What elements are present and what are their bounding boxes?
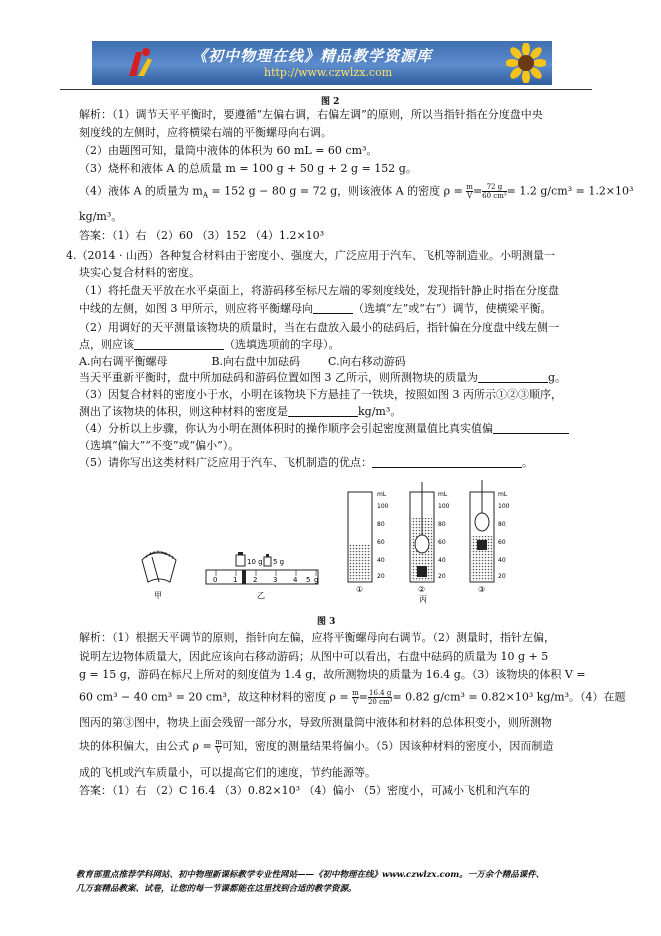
equals-sign: = [472,184,483,198]
header-title: 《初中物理在线》精品教学资源库 [192,47,433,65]
a1-line-4: （3）烧杯和液体 A 的总质量 m = 100 g + 50 g + 2 g = 152 g。 [79,162,417,175]
a1-line-5-part-b: = 152 g − 80 g = 72 g，则该液体 A 的密度 ρ = [207,184,463,198]
a2-line-2: 说明左边物体质量大，因此应该向右移动游码；从图中可以看出，右盘中砝码的质量为 10 g + 5 [79,650,549,663]
a2-line-4 [79,689,625,706]
a2-line-3: g = 15 g，游码在标尺上所对的刻度值为 1.4 g，故所测物块的质量为 16.4 g。（3）该物块的体积 V = [79,668,586,681]
ml-label: mL [438,491,448,498]
tick-label: 3 [273,576,278,584]
fig2-caption: 图 2 [321,97,340,107]
site-logo-icon [126,46,154,80]
scale-label: 20 [498,573,506,580]
frac-den: 60 cm³ [482,192,507,200]
tick-label: 0 [213,576,218,584]
weight-5g-label: 5 g [273,558,285,566]
balance-dial [142,550,176,582]
option-b: B.向右盘中加砝码 [211,355,301,368]
tick-label: 5 [306,576,311,584]
q4-line-13 [79,456,533,470]
scale-label: 60 [377,539,385,546]
frac-den: V [352,698,358,706]
frac-num: m [466,183,473,191]
answer-blank-5[interactable] [493,422,569,434]
option-c: C.向右移动游码 [328,355,406,368]
formula-m-over-v [215,738,222,755]
formula-numeric [368,689,393,706]
q4-line-13-part-b: 。 [522,456,533,469]
a2-line-6-part-a: 块的体积偏大，由公式 ρ = [79,739,212,753]
q4-line-1: 4.（2014 · 山西）各种复合材料由于密度小、强度大，广泛应用于汽车、飞机等制造业。小明测量一 [66,249,555,262]
a2-line-6 [79,738,553,755]
tick-label: 2 [253,576,258,584]
tick-label: 4 [293,576,298,584]
scale-label: 40 [438,557,446,564]
weight-10g-label: 10 g [247,558,263,566]
sunflower-icon [506,43,546,83]
cylinder-3-label: ③ [478,585,486,594]
frac-num: 16.4 g [369,689,392,697]
a1-line-3: （2）由题图可知，量筒中液体的体积为 60 mL = 60 cm³。 [79,144,378,157]
cylinder-1-label: ① [356,585,364,594]
q4-line-6-part-a: 点，则应该 [79,338,134,351]
formula-numeric [482,183,507,200]
scale-label: 100 [438,503,450,510]
scale-label: 100 [498,503,510,510]
scale-label: 20 [438,573,446,580]
q4-line-4 [79,302,552,316]
frac-den: V [215,747,222,755]
q4-line-10-part-b: kg/m³。 [358,405,402,418]
a2-line-4-part-b: = 0.82 g/cm³ = 0.82×10³ kg/m³。（4）在题 [392,690,626,704]
figure-3 [130,478,550,606]
q4-options [79,355,406,369]
header-banner [92,41,552,85]
cylinder-2-label: ② [418,585,426,594]
q4-line-9: （3）因复合材料的密度小于水，小明在该物块下方悬挂了一铁块，按照如图 3 丙所示①②③顺序， [79,388,562,401]
scale-label: 40 [377,557,385,564]
formula-m-over-v [352,689,359,706]
cylinder-1 [348,492,372,582]
fig3-caption: 图 3 [317,617,336,627]
q4-line-10 [79,405,401,419]
q4-line-3: （1）将托盘天平放在水平桌面上，将游码移至标尺左端的零刻度线处，发现指针静止时指在分度盘 [79,284,559,297]
a1-line-5-part-a: （4）液体 A 的质量为 m [79,184,203,198]
q4-line-12: （选填“偏大”“不变”或“偏小”）。 [79,439,240,452]
q4-line-13-part-a: （5）请你写出这类材料广泛应用于汽车、飞机制造的优点： [79,456,372,469]
a2-line-5: 图丙的第③图中，物块上面会残留一部分水，导致所测量筒中液体和材料的总体积变小，则所测物 [79,716,552,729]
scale-label: 100 [377,503,389,510]
a2-line-1: 解析：（1）根据天平调节的原则，指针向左偏，应将平衡螺母向右调节。（2）测量时，指针左偏， [79,631,555,644]
label-yi: 乙 [257,591,265,600]
equals-sign: = [358,690,368,704]
q4-line-11-text: （4）分析以上步骤，你认为小明在测体积时的操作顺序会引起密度测量值比真实值偏 [79,422,493,435]
answer-blank-4[interactable] [288,405,358,417]
scale-label: 80 [498,521,506,528]
q4-line-8-part-b: g。 [548,371,567,384]
q4-line-8 [79,371,566,385]
a1-line-1: 解析：（1）调节天平平衡时，要遵循“左偏右调，右偏左调”的原则，所以当指针指在分度盘中央 [79,108,543,121]
answer-blank-6[interactable] [372,456,522,468]
scale-label: 80 [438,521,446,528]
weights [236,552,284,566]
scale-label: 60 [498,539,506,546]
footer-line-2: 几万套精品教案、试卷，让您的每一节课都能在这里找到合适的教学资源。 [76,884,357,894]
a1-line-5 [79,183,633,203]
cylinder-3 [470,480,494,582]
rider [242,570,246,584]
q4-line-4-part-b: （选填“左”或“右”）调节，使横梁平衡。 [353,302,552,315]
ml-label: mL [498,491,508,498]
rider-scale [206,570,318,584]
a1-line-5-part-c: = 1.2 g/cm³ = 1.2×10³ [506,184,634,198]
a2-answer: 答案：（1）右 （2）C 16.4 （3）0.82×10³ （4）偏小 （5）密度小，可减小飞机和汽车的 [79,784,530,797]
a1-line-2: 刻度线的左侧时，应将横梁右端的平衡螺母向右调。 [79,126,332,139]
a1-line-6: kg/m³。 [79,210,123,223]
scale-label: 20 [377,573,385,580]
q4-line-10-part-a: 测出了该物块的体积，则这种材料的密度是 [79,405,288,418]
q4-line-11 [79,422,569,436]
q4-line-6 [79,338,340,352]
label-jia: 甲 [154,591,162,600]
scale-label: 60 [438,539,446,546]
scale-label: 40 [498,557,506,564]
a1-line-5-sub: A [202,191,208,200]
a1-answer: 答案：（1）右 （2）60 （3）152 （4）1.2×10³ [79,229,325,242]
frac-num: m [352,689,359,697]
answer-blank-3[interactable] [478,371,548,383]
formula-m-over-v [466,183,473,200]
frac-den: V [467,192,473,200]
frac-den: 20 cm³ [367,698,393,706]
tick-label: 1 [233,576,238,584]
label-bing: 丙 [419,595,427,604]
q4-line-6-part-b: （选填选项前的字母）。 [224,338,340,351]
q4-line-2: 块实心复合材料的密度。 [79,266,200,279]
footer-line-1: 教育部重点推荐学科网站、初中物理新课标教学专业性网站——《初中物理在线》www.czwlzx.com。一万余个精品课件、 [76,870,545,880]
ml-label: mL [377,491,387,498]
a2-line-7: 成的飞机或汽车质量小，可以提高它们的速度，节约能源等。 [79,766,376,779]
q4-line-4-part-a: 中线的左侧，如图 3 甲所示，则应将平衡螺母向 [79,302,313,315]
header-url[interactable]: http://www.czwlzx.com [264,66,393,79]
unit-label: g [314,576,319,584]
option-a: A.向右调平衡螺母 [79,355,168,368]
answer-blank-2[interactable] [134,338,224,350]
frac-num: 72 g [482,183,507,192]
cylinder-2 [410,482,434,582]
header-rule [60,89,592,90]
q4-line-5: （2）用调好的天平测量该物块的质量时，当在右盘放入最小的砝码后，指针偏在分度盘中线左侧一 [79,321,559,334]
a2-line-6-part-b: 可知，密度的测量结果将偏小。（5）因该种材料的密度小，因而制造 [221,739,554,753]
a2-line-4-part-a: 60 cm³ − 40 cm³ = 20 cm³，故这种材料的密度 ρ = [79,690,349,704]
q4-line-8-part-a: 当天平重新平衡时，盘中所加砝码和游码位置如图 3 乙所示，则所测物块的质量为 [79,371,478,384]
scale-label: 80 [377,521,385,528]
frac-num: m [215,738,222,746]
answer-blank-1[interactable] [313,302,353,314]
